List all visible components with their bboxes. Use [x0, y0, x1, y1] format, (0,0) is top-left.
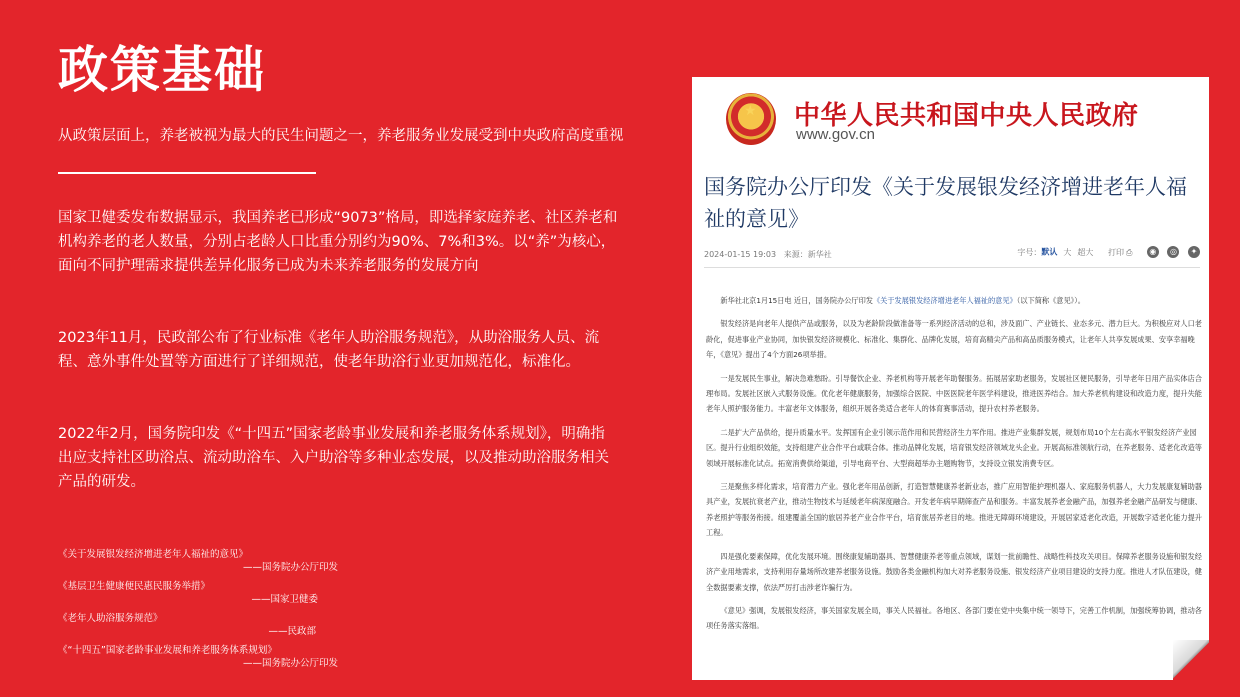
- body-paragraph: 新华社北京1月15日电 近日，国务院办公厅印发《关于发展银发经济增进老年人福祉的意见》（以下简称《意见》）。: [720, 296, 1085, 305]
- body-paragraph: 银发经济是向老年人提供产品或服务，以及为老龄阶段做准备等一系列经济活动的总和，涉及面广、产业链长、业态多元、潜力巨大。为积极应对人口老龄化，促进事业产业协同，加快银发经济规模化、标准化、集群化、品牌化发展，培育高精尖产品和高品质服务模式，让老年人共享发展成果、安享幸福晚年，《意见》提出了4个方面26项举措。: [706, 319, 1202, 360]
- site-url: www.gov.cn: [796, 126, 875, 143]
- slide-subtitle: 从政策层面上，养老被视为最大的民生问题之一，养老服务业发展受到中央政府高度重视: [58, 128, 624, 144]
- national-emblem-icon: ★: [726, 93, 776, 145]
- paragraph-9073: 国家卫健委发布数据显示，我国养老已形成“9073”格局，即选择家庭养老、社区养老和机构养老的老人数量，分别占老龄人口比重分别约为90%、7%和3%。以“养”为核心，面向不同护理需求提供差异化服务已成为未来养老服务的发展方向: [58, 210, 618, 274]
- print-button[interactable]: 打印: [1107, 247, 1124, 257]
- font-large-button[interactable]: 大: [1063, 247, 1072, 257]
- reference-issuer: ——国家卫健委: [251, 594, 318, 605]
- document-link[interactable]: 《关于发展银发经济增进老年人福祉的意见》: [872, 296, 1017, 305]
- document-body: [706, 293, 1202, 642]
- reference-issuer: ——国务院办公厅印发: [242, 562, 338, 573]
- wechat-icon[interactable]: ◎: [1167, 246, 1179, 258]
- print-icon[interactable]: ⎙: [1125, 247, 1133, 257]
- slide-title: 政策基础: [58, 40, 266, 99]
- publish-date: 2024-01-15 19:03: [704, 250, 777, 259]
- reference-issuer: ——国务院办公厅印发: [242, 658, 338, 669]
- font-size-label: 字号：: [1017, 247, 1042, 257]
- share-icon[interactable]: ✦: [1188, 246, 1200, 258]
- reference-title: 《老年人助浴服务规范》: [58, 613, 163, 624]
- body-paragraph: 四是强化要素保障，优化发展环境。围绕康复辅助器具、智慧健康养老等重点领域，谋划一批前瞻性、战略性科技攻关项目。保障养老服务设施和银发经济产业用地需求，支持利用存量场所改建养老服务设施。鼓励各类金融机构加大对养老服务设施、银发经济产业项目建设的支持力度。推进人才队伍建设，健全数据要素支撑，依法严厉打击涉老诈骗行为。: [706, 551, 1202, 592]
- divider: [58, 172, 316, 174]
- body-paragraph: 三是聚焦多样化需求，培育潜力产业。强化老年用品创新，打造智慧健康养老新业态，推广应用智能护理机器人、家庭服务机器人，大力发展康复辅助器具产业，发展抗衰老产业，推动生物技术与延缓老年病深度融合。开发老年病早期筛查产品和服务。丰富发展养老金融产品，加强养老金融产品研发与健康、养老照护等服务衔接。组建覆盖全国的旅居养老产业合作平台，培育旅居养老目的地。推进无障碍环境建设，开展居家适老化改造，开展数字适老化能力提升工程。: [706, 482, 1202, 538]
- reference-issuer: ——民政部: [268, 626, 316, 637]
- page-curl: [1173, 640, 1209, 680]
- body-paragraph: 一是发展民生事业，解决急难愁盼。引导餐饮企业、养老机构等开展老年助餐服务。拓展居家助老服务，发展社区便民服务，引导老年日用产品实体店合理布局。发展社区嵌入式服务设施。优化老年健康服务，加强综合医院、中医医院老年医学科建设，推进医养结合。加大养老机构建设和改造力度，提升失能老年人照护服务能力。丰富老年文体服务，组织开展各类适合老年人的体育赛事活动，提升农村养老服务。: [706, 373, 1202, 414]
- font-default-button[interactable]: 默认: [1041, 247, 1058, 257]
- weibo-icon[interactable]: ◉: [1147, 246, 1159, 258]
- reference-title: 《关于发展银发经济增进老年人福祉的意见》: [58, 549, 249, 560]
- font-xlarge-button[interactable]: 超大: [1077, 247, 1094, 257]
- reference-title: 《“十四五”国家老龄事业发展和养老服务体系规划》: [58, 645, 277, 656]
- reference-item: [58, 644, 338, 670]
- reference-item: [58, 580, 338, 606]
- site-name: 中华人民共和国中央人民政府: [794, 101, 1139, 131]
- paragraph-bathing-standard: 2023年11月，民政部公布了行业标准《老年人助浴服务规范》，从助浴服务人员、流程、意外事件处置等方面进行了详细规范，使老年助浴行业更加规范化，标准化。: [58, 330, 600, 370]
- document-title: 国务院办公厅印发《关于发展银发经济增进老年人福祉的意见》: [704, 175, 1187, 231]
- meta-divider: [704, 267, 1200, 268]
- reference-title: 《基层卫生健康便民惠民服务举措》: [58, 581, 211, 592]
- document-screenshot: [692, 77, 1209, 680]
- body-paragraph: 《意见》强调，发展银发经济，事关国家发展全局，事关人民福祉。各地区、各部门要在党中央集中统一领导下，完善工作机制，加强统筹协调，推动各项任务落实落细。: [706, 605, 1202, 631]
- body-paragraph: 二是扩大产品供给，提升质量水平。发挥国有企业引领示范作用和民营经济生力军作用。推进产业集群发展，规划布局10个左右高水平银发经济产业园区。提升行业组织效能，支持组建产业合作平台或联合体。推动品牌化发展，培育银发经济领域龙头企业。开展高标准领航行动，在养老服务、适老化改造等领域开展标准化试点。拓宽消费供给渠道，引导电商平台、大型商超举办主题购物节，支持设立银发消费专区。: [706, 427, 1202, 468]
- reference-list: [58, 548, 338, 676]
- paragraph-14th-five-year-plan: 2022年2月，国务院印发《“十四五”国家老龄事业发展和养老服务体系规划》，明确指出应支持社区助浴点、流动助浴车、入户助浴等多种业态发展，以及推动助浴服务相关产品的研发。: [58, 426, 609, 490]
- source: 来源：新华社: [783, 250, 832, 259]
- reference-item: [58, 548, 338, 574]
- reference-item: [58, 612, 338, 638]
